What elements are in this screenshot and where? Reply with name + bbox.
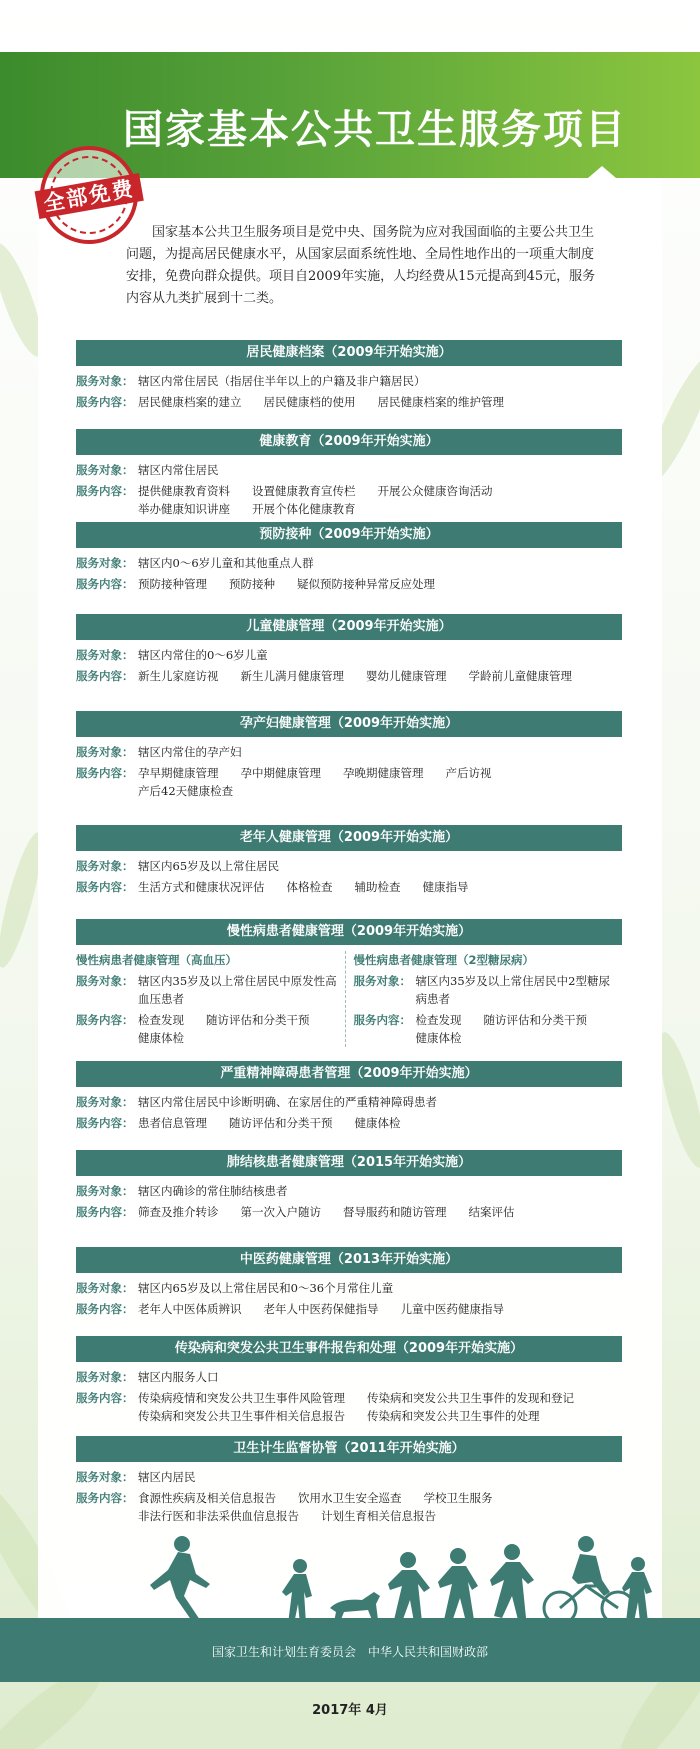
content-items <box>138 575 622 593</box>
content-item: 新生儿满月健康管理 <box>240 669 344 683</box>
footer-orgs: 国家卫生和计划生育委员会 中华人民共和国财政部 <box>211 1645 488 1659</box>
target-label: 服务对象： <box>76 463 134 477</box>
target-label: 服务对象： <box>76 556 134 570</box>
content-items <box>138 878 622 896</box>
content-item: 健康指导 <box>422 880 469 894</box>
cyclist-icon <box>544 1536 634 1624</box>
content-label: 服务内容： <box>353 1013 411 1027</box>
chronic-columns <box>76 951 622 1047</box>
content-item: 传染病和突发公共卫生事件相关信息报告 <box>138 1409 345 1423</box>
section-title: 中医药健康管理（2013年开始实施） <box>76 1247 622 1273</box>
content-label: 服务内容： <box>76 1391 134 1405</box>
service-section <box>76 1336 622 1425</box>
content-item: 孕晚期健康管理 <box>343 766 424 780</box>
content-item: 居民健康档案的维护管理 <box>377 395 504 409</box>
service-section <box>76 429 622 518</box>
target-row <box>76 743 622 761</box>
content-item: 儿童中医药健康指导 <box>400 1302 504 1316</box>
chronic-column-left <box>76 951 345 1047</box>
content-item: 预防接种 <box>229 577 275 591</box>
section-title: 孕产妇健康管理（2009年开始实施） <box>76 711 622 737</box>
page-title: 国家基本公共卫生服务项目 <box>123 107 627 153</box>
target-label: 服务对象： <box>76 1281 134 1295</box>
target-value: 辖区内常住的0～6岁儿童 <box>138 648 268 662</box>
content-item: 传染病和突发公共卫生事件的发现和登记 <box>367 1391 574 1405</box>
target-label: 服务对象： <box>76 648 134 662</box>
runner-icon <box>150 1536 210 1624</box>
content-row <box>76 667 622 685</box>
section-title: 卫生计生监督协管（2011年开始实施） <box>76 1436 622 1462</box>
target-row <box>76 1368 622 1386</box>
content-item: 健康体检 <box>415 1031 462 1045</box>
target-value: 辖区内服务人口 <box>138 1370 219 1384</box>
content-item: 第一次入户随访 <box>240 1205 321 1219</box>
content-item: 产后访视 <box>445 766 492 780</box>
content-item: 非法行医和非法采供血信息报告 <box>138 1509 299 1523</box>
content-items <box>416 1011 617 1047</box>
content-label: 服务内容： <box>76 484 134 498</box>
content-item: 随访评估和分类干预 <box>206 1013 310 1027</box>
content-item: 随访评估和分类干预 <box>483 1013 587 1027</box>
section-title: 健康教育（2009年开始实施） <box>76 429 622 455</box>
content-item: 传染病疫情和突发公共卫生事件风险管理 <box>138 1391 345 1405</box>
content-item: 饮用水卫生安全巡查 <box>298 1491 402 1505</box>
content-item: 老年人中医药保健指导 <box>263 1302 379 1316</box>
target-label: 服务对象： <box>76 374 134 388</box>
content-label: 服务内容： <box>76 577 134 591</box>
target-row <box>76 857 622 875</box>
child-icon <box>282 1559 312 1624</box>
target-label: 服务对象： <box>76 1470 134 1484</box>
service-section <box>76 614 622 685</box>
section-title: 慢性病患者健康管理（2009年开始实施） <box>76 919 622 945</box>
content-item: 产后42天健康检查 <box>138 784 234 798</box>
content-items <box>138 1203 622 1221</box>
content-item: 随访评估和分类干预 <box>229 1116 333 1130</box>
content-items <box>138 667 622 685</box>
target-label: 服务对象： <box>76 1095 134 1109</box>
content-item: 开展公众健康咨询活动 <box>377 484 493 498</box>
section-title: 严重精神障碍患者管理（2009年开始实施） <box>76 1061 622 1087</box>
service-section <box>76 825 622 896</box>
content-label: 服务内容： <box>76 1491 134 1505</box>
content-label: 服务内容： <box>76 669 134 683</box>
content-row <box>76 482 622 518</box>
service-section <box>76 919 622 1047</box>
service-section <box>76 340 622 411</box>
target-value: 辖区内65岁及以上常住居民和0～36个月常住儿童 <box>138 1281 394 1295</box>
content-items <box>138 1011 339 1047</box>
target-row <box>76 372 622 390</box>
target-value: 辖区内35岁及以上常住居民中原发性高血压患者 <box>138 974 337 1006</box>
content-item: 健康体检 <box>138 1031 184 1045</box>
content-items <box>138 393 622 411</box>
target-row <box>76 1468 622 1486</box>
content-item: 结案评估 <box>468 1205 515 1219</box>
content-row <box>76 1389 622 1425</box>
target-label: 服务对象： <box>76 974 134 988</box>
section-title: 肺结核患者健康管理（2015年开始实施） <box>76 1150 622 1176</box>
content-row <box>76 1489 622 1525</box>
content-item: 疑似预防接种异常反应处理 <box>297 577 435 591</box>
people-silhouettes <box>140 1530 660 1630</box>
chronic-column-right <box>345 951 623 1047</box>
content-row <box>76 1300 622 1318</box>
publish-date: 2017年 4月 <box>312 1703 388 1718</box>
content-item: 举办健康知识讲座 <box>138 502 230 516</box>
content-row <box>76 575 622 593</box>
stamp-text: 全部免费 <box>35 173 144 219</box>
content-label: 服务内容： <box>76 395 134 409</box>
section-title: 预防接种（2009年开始实施） <box>76 522 622 548</box>
service-section <box>76 1150 622 1221</box>
target-value: 辖区内确诊的常住肺结核患者 <box>138 1184 288 1198</box>
content-item: 学龄前儿童健康管理 <box>468 669 572 683</box>
chronic-subtitle: 慢性病患者健康管理（高血压） <box>76 953 237 967</box>
content-items <box>138 482 622 518</box>
content-item: 生活方式和健康状况评估 <box>138 880 265 894</box>
content-row <box>76 878 622 896</box>
content-item: 计划生育相关信息报告 <box>321 1509 436 1523</box>
target-value: 辖区内常住居民 <box>138 463 219 477</box>
content-row <box>76 764 622 800</box>
target-row <box>76 972 339 1008</box>
target-row <box>76 646 622 664</box>
content-items <box>138 1300 622 1318</box>
content-item: 检查发现 <box>138 1013 184 1027</box>
intro-paragraph: 国家基本公共卫生服务项目是党中央、国务院为应对我国面临的主要公共卫生问题，为提高居民健康水平，从国家层面系统性地、全局性地作出的一项重大制度安排，免费向群众提供。项目自2009年实施，人均经费从15元提高到45元，服务内容从九类扩展到十二类。 <box>126 225 596 306</box>
content-items <box>138 1114 622 1132</box>
content-label: 服务内容： <box>76 766 134 780</box>
target-value: 辖区内常住居民（指居住半年以上的户籍及非户籍居民） <box>138 374 426 388</box>
target-row <box>76 461 622 479</box>
content-item: 督导服药和随访管理 <box>343 1205 447 1219</box>
service-section <box>76 711 622 800</box>
content-row <box>354 1011 617 1047</box>
target-value: 辖区内65岁及以上常住居民 <box>138 859 280 873</box>
content-row <box>76 393 622 411</box>
target-value: 辖区内0～6岁儿童和其他重点人群 <box>138 556 314 570</box>
target-row <box>354 972 617 1008</box>
content-label: 服务内容： <box>76 1205 134 1219</box>
content-items <box>138 764 622 800</box>
content-item: 体格检查 <box>286 880 333 894</box>
content-item: 孕中期健康管理 <box>240 766 321 780</box>
target-row <box>76 1279 622 1297</box>
content-item: 辅助检查 <box>354 880 401 894</box>
content-item: 提供健康教育资料 <box>138 484 230 498</box>
content-item: 孕早期健康管理 <box>138 766 219 780</box>
target-label: 服务对象： <box>76 1370 134 1384</box>
child-icon <box>438 1548 478 1622</box>
service-section <box>76 1061 622 1132</box>
content-row <box>76 1203 622 1221</box>
section-title: 儿童健康管理（2009年开始实施） <box>76 614 622 640</box>
content-label: 服务内容： <box>76 1116 134 1130</box>
content-item: 居民健康档的使用 <box>263 395 356 409</box>
content-label: 服务内容： <box>76 1013 134 1027</box>
content-item: 婴幼儿健康管理 <box>366 669 447 683</box>
content-label: 服务内容： <box>76 1302 134 1316</box>
content-item: 健康体检 <box>354 1116 401 1130</box>
target-label: 服务对象： <box>76 745 134 759</box>
section-title: 老年人健康管理（2009年开始实施） <box>76 825 622 851</box>
target-value: 辖区内居民 <box>138 1470 196 1484</box>
content-item: 筛查及推介转诊 <box>138 1205 219 1219</box>
content-row <box>76 1011 339 1047</box>
target-value: 辖区内常住的孕产妇 <box>138 745 242 759</box>
target-row <box>76 1093 622 1111</box>
child-icon <box>622 1557 652 1622</box>
chronic-subtitle: 慢性病患者健康管理（2型糖尿病） <box>353 953 534 967</box>
target-row <box>76 1182 622 1200</box>
target-label: 服务对象： <box>76 1184 134 1198</box>
content-items <box>138 1489 622 1525</box>
content-item: 老年人中医体质辨识 <box>138 1302 242 1316</box>
header-notch <box>588 166 616 178</box>
section-title: 居民健康档案（2009年开始实施） <box>76 340 622 366</box>
target-value: 辖区内常住居民中诊断明确、在家居住的严重精神障碍患者 <box>138 1095 437 1109</box>
target-label: 服务对象： <box>353 974 411 988</box>
content-item: 学校卫生服务 <box>423 1491 493 1505</box>
target-label: 服务对象： <box>76 859 134 873</box>
target-value: 辖区内35岁及以上常住居民中2型糖尿病患者 <box>415 974 610 1006</box>
content-item: 检查发现 <box>415 1013 462 1027</box>
content-item: 开展个体化健康教育 <box>252 502 356 516</box>
child-icon <box>388 1552 430 1622</box>
content-item: 设置健康教育宣传栏 <box>252 484 356 498</box>
content-label: 服务内容： <box>76 880 134 894</box>
content-item: 患者信息管理 <box>138 1116 207 1130</box>
service-section <box>76 1247 622 1318</box>
target-row <box>76 554 622 572</box>
content-row <box>76 1114 622 1132</box>
content-items <box>138 1389 622 1425</box>
service-section <box>76 522 622 593</box>
section-title: 传染病和突发公共卫生事件报告和处理（2009年开始实施） <box>76 1336 622 1362</box>
content-item: 新生儿家庭访视 <box>138 669 219 683</box>
content-item: 传染病和突发公共卫生事件的处理 <box>367 1409 540 1423</box>
content-item: 预防接种管理 <box>138 577 207 591</box>
child-icon <box>490 1544 534 1620</box>
content-item: 居民健康档案的建立 <box>138 395 242 409</box>
content-item: 食源性疾病及相关信息报告 <box>138 1491 276 1505</box>
service-section <box>76 1436 622 1525</box>
